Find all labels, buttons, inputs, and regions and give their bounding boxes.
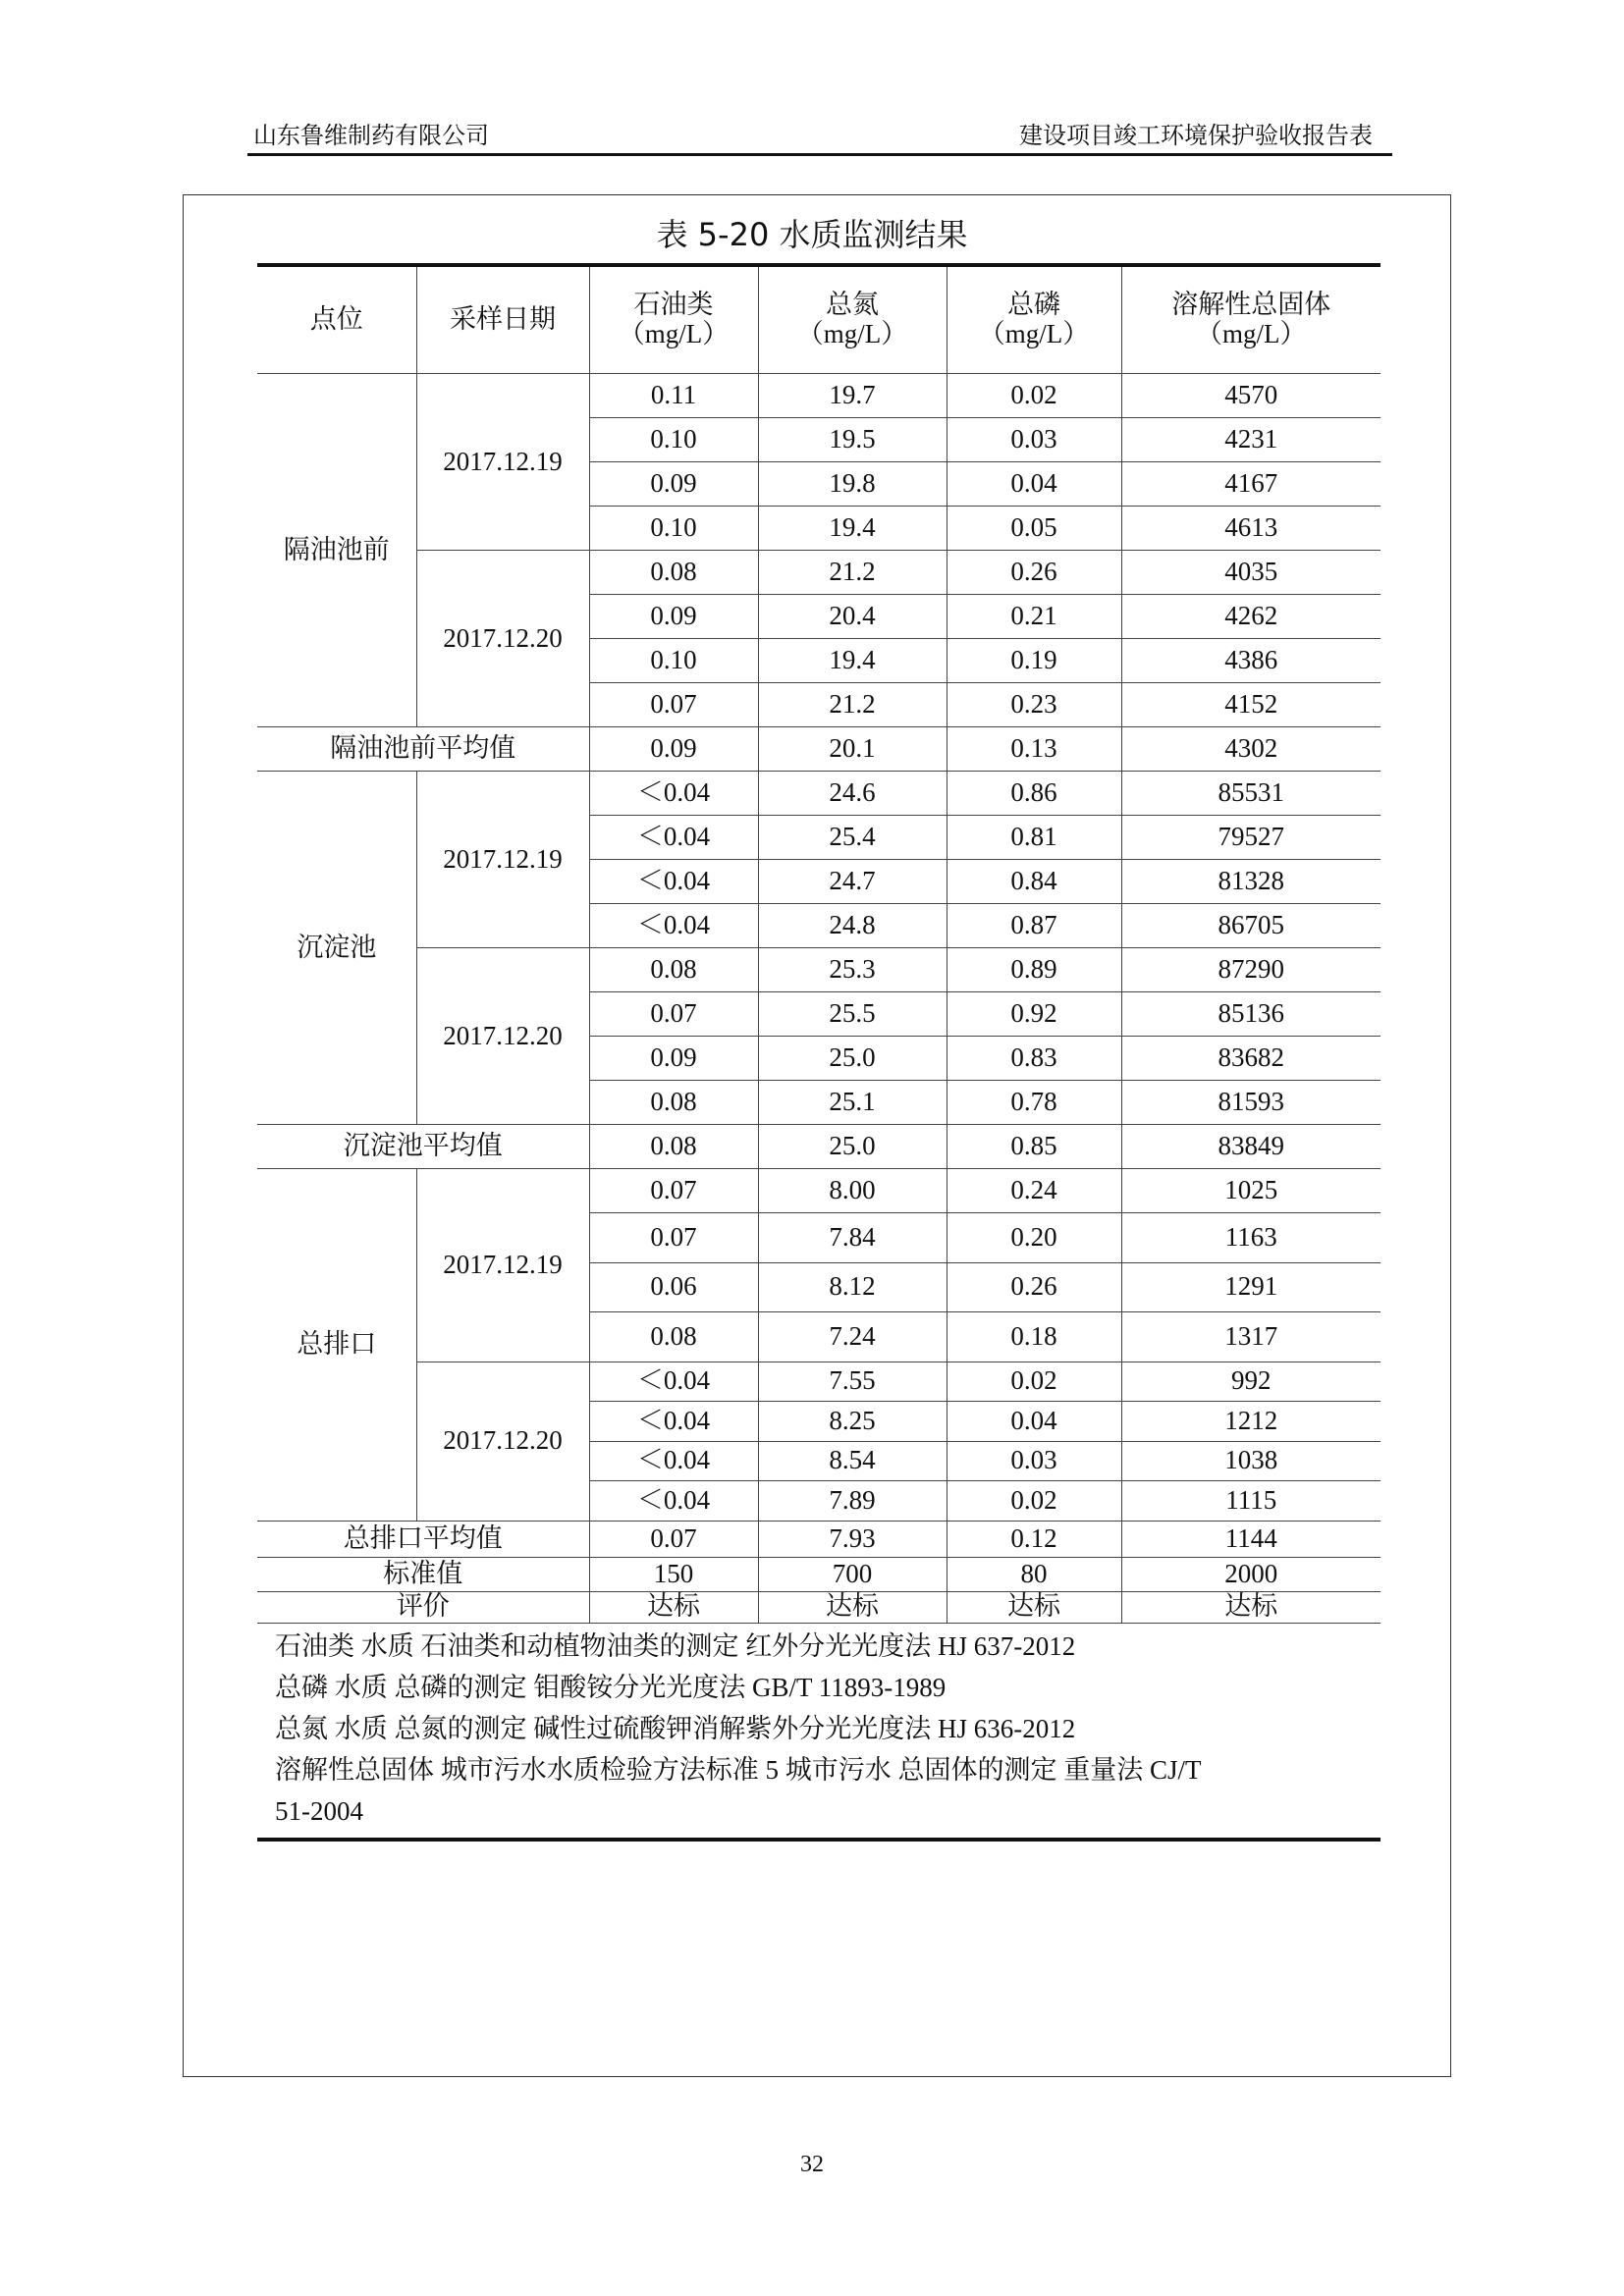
value-cell: 85531 [1121,772,1380,816]
value-cell: 0.08 [589,948,758,992]
value-cell: 4262 [1121,595,1380,639]
value-cell: ＜0.04 [589,816,758,860]
average-row [257,1125,1380,1169]
standard-row-value: 150 [589,1558,758,1592]
col-date: 采样日期 [416,265,589,374]
average-label: 总排口平均值 [257,1521,589,1558]
value-cell: 24.7 [758,860,947,904]
value-cell: 0.26 [947,551,1121,595]
table-row [257,948,1380,992]
value-cell: ＜0.04 [589,772,758,816]
value-cell: 7.84 [758,1213,947,1263]
table-row [257,772,1380,816]
average-row [257,727,1380,772]
method-note: 石油类 水质 石油类和动植物油类的测定 红外分光光度法 HJ 637-2012 [275,1631,1076,1661]
col-tp-unit: （mg/L） [978,319,1090,348]
value-cell: 81328 [1121,860,1380,904]
value-cell: 25.1 [758,1081,947,1125]
value-cell: 4386 [1121,639,1380,683]
value-cell: 0.89 [947,948,1121,992]
value-cell: 4035 [1121,551,1380,595]
table-body [257,374,1380,1624]
header-divider [247,153,1392,156]
date-cell: 2017.12.20 [416,948,589,1125]
site-cell: 总排口 [257,1169,416,1522]
value-cell: 0.10 [589,507,758,551]
value-cell: 0.08 [589,1312,758,1362]
value-cell: 0.02 [947,1481,1121,1522]
evaluation-row-label: 评价 [257,1591,589,1623]
value-cell: 86705 [1121,904,1380,948]
table-row [257,1169,1380,1213]
standard-row [257,1558,1380,1592]
value-cell: 0.07 [589,1213,758,1263]
average-value: 1144 [1121,1521,1380,1558]
method-note: 溶解性总固体 城市污水水质检验方法标准 5 城市污水 总固体的测定 重量法 CJ/T [275,1755,1202,1785]
value-cell: 19.4 [758,639,947,683]
site-cell: 隔油池前 [257,374,416,727]
date-cell: 2017.12.20 [416,551,589,727]
col-tn-unit: （mg/L） [796,319,908,348]
col-oil [589,265,758,374]
value-cell: 8.25 [758,1402,947,1442]
col-tds [1121,265,1380,374]
value-cell: 20.4 [758,595,947,639]
value-cell: ＜0.04 [589,1441,758,1481]
table-row [257,374,1380,418]
value-cell: 0.24 [947,1169,1121,1213]
value-cell: 21.2 [758,551,947,595]
value-cell: 0.08 [589,551,758,595]
method-note: 总磷 水质 总磷的测定 钼酸铵分光光度法 GB/T 11893-1989 [275,1673,947,1702]
standard-row-label: 标准值 [257,1558,589,1592]
col-tn-label: 总氮 [826,290,879,321]
value-cell: 0.09 [589,595,758,639]
value-cell: 8.12 [758,1262,947,1312]
value-cell: 0.03 [947,418,1121,462]
evaluation-row-value: 达标 [758,1591,947,1623]
value-cell: 0.20 [947,1213,1121,1263]
value-cell: 0.09 [589,1037,758,1081]
value-cell: 0.92 [947,992,1121,1037]
col-oil-label: 石油类 [633,290,714,321]
value-cell: 4231 [1121,418,1380,462]
value-cell: 7.24 [758,1312,947,1362]
value-cell: 0.04 [947,462,1121,507]
col-oil-unit: （mg/L） [618,319,730,348]
date-cell: 2017.12.19 [416,1169,589,1362]
value-cell: 0.10 [589,418,758,462]
value-cell: ＜0.04 [589,904,758,948]
value-cell: 83682 [1121,1037,1380,1081]
water-quality-table [257,263,1380,1624]
average-value: 20.1 [758,727,947,772]
value-cell: 7.55 [758,1362,947,1402]
average-value: 83849 [1121,1125,1380,1169]
value-cell: 1317 [1121,1312,1380,1362]
average-value: 0.85 [947,1125,1121,1169]
value-cell: 0.03 [947,1441,1121,1481]
average-value: 0.07 [589,1521,758,1558]
value-cell: 24.6 [758,772,947,816]
table-row [257,551,1380,595]
value-cell: 1025 [1121,1169,1380,1213]
value-cell: 19.7 [758,374,947,418]
value-cell: 4613 [1121,507,1380,551]
value-cell: 0.08 [589,1081,758,1125]
average-value: 0.09 [589,727,758,772]
value-cell: 4570 [1121,374,1380,418]
value-cell: 81593 [1121,1081,1380,1125]
value-cell: 7.89 [758,1481,947,1522]
value-cell: 0.87 [947,904,1121,948]
value-cell: ＜0.04 [589,860,758,904]
value-cell: 0.18 [947,1312,1121,1362]
value-cell: 19.8 [758,462,947,507]
value-cell: ＜0.04 [589,1481,758,1522]
value-cell: 0.11 [589,374,758,418]
header-company: 山东鲁维制药有限公司 [253,122,489,149]
method-note: 51-2004 [275,1796,363,1826]
average-value: 0.08 [589,1125,758,1169]
evaluation-row-value: 达标 [589,1591,758,1623]
evaluation-row-value: 达标 [1121,1591,1380,1623]
standard-row-value: 80 [947,1558,1121,1592]
average-row [257,1521,1380,1558]
value-cell: 0.84 [947,860,1121,904]
value-cell: 0.26 [947,1262,1121,1312]
value-cell: 0.83 [947,1037,1121,1081]
value-cell: 0.07 [589,992,758,1037]
value-cell: 1038 [1121,1441,1380,1481]
value-cell: 21.2 [758,683,947,727]
value-cell: 25.3 [758,948,947,992]
value-cell: 0.02 [947,1362,1121,1402]
value-cell: 0.07 [589,1169,758,1213]
average-value: 0.13 [947,727,1121,772]
evaluation-row-value: 达标 [947,1591,1121,1623]
average-value: 7.93 [758,1521,947,1558]
col-tds-label: 溶解性总固体 [1171,290,1331,321]
col-tds-unit: （mg/L） [1196,319,1307,348]
col-site: 点位 [257,265,416,374]
date-cell: 2017.12.20 [416,1362,589,1521]
value-cell: 25.5 [758,992,947,1037]
value-cell: 87290 [1121,948,1380,992]
evaluation-row [257,1591,1380,1623]
table-row [257,1362,1380,1402]
value-cell: 25.0 [758,1037,947,1081]
value-cell: 0.19 [947,639,1121,683]
value-cell: 1115 [1121,1481,1380,1522]
value-cell: 25.4 [758,816,947,860]
col-tp-label: 总磷 [1007,290,1060,321]
average-label: 隔油池前平均值 [257,727,589,772]
site-cell: 沉淀池 [257,772,416,1125]
value-cell: 0.10 [589,639,758,683]
value-cell: 0.06 [589,1262,758,1312]
value-cell: 8.54 [758,1441,947,1481]
standard-row-value: 700 [758,1558,947,1592]
value-cell: 0.09 [589,462,758,507]
date-cell: 2017.12.19 [416,772,589,948]
date-cell: 2017.12.19 [416,374,589,551]
value-cell: 0.05 [947,507,1121,551]
average-label: 沉淀池平均值 [257,1125,589,1169]
value-cell: 0.04 [947,1402,1121,1442]
value-cell: 1291 [1121,1262,1380,1312]
value-cell: 4167 [1121,462,1380,507]
value-cell: 0.86 [947,772,1121,816]
average-value: 25.0 [758,1125,947,1169]
value-cell: ＜0.04 [589,1402,758,1442]
value-cell: 1212 [1121,1402,1380,1442]
page-number: 32 [800,2152,824,2177]
value-cell: 0.21 [947,595,1121,639]
value-cell: 992 [1121,1362,1380,1402]
value-cell: 0.02 [947,374,1121,418]
value-cell: 19.4 [758,507,947,551]
value-cell: 0.78 [947,1081,1121,1125]
value-cell: 8.00 [758,1169,947,1213]
header-report-title: 建设项目竣工环境保护验收报告表 [1019,122,1373,149]
average-value: 0.12 [947,1521,1121,1558]
value-cell: 1163 [1121,1213,1380,1263]
average-value: 4302 [1121,727,1380,772]
value-cell: 24.8 [758,904,947,948]
col-tp [947,265,1121,374]
value-cell: 0.81 [947,816,1121,860]
value-cell: 0.23 [947,683,1121,727]
method-notes [257,1626,1380,1842]
value-cell: 79527 [1121,816,1380,860]
value-cell: 0.07 [589,683,758,727]
method-note: 总氮 水质 总氮的测定 碱性过硫酸钾消解紫外分光光度法 HJ 636-2012 [275,1714,1076,1743]
standard-row-value: 2000 [1121,1558,1380,1592]
value-cell: ＜0.04 [589,1362,758,1402]
value-cell: 85136 [1121,992,1380,1037]
value-cell: 19.5 [758,418,947,462]
table-title: 表 5-20 水质监测结果 [656,216,968,253]
col-tn [758,265,947,374]
value-cell: 4152 [1121,683,1380,727]
